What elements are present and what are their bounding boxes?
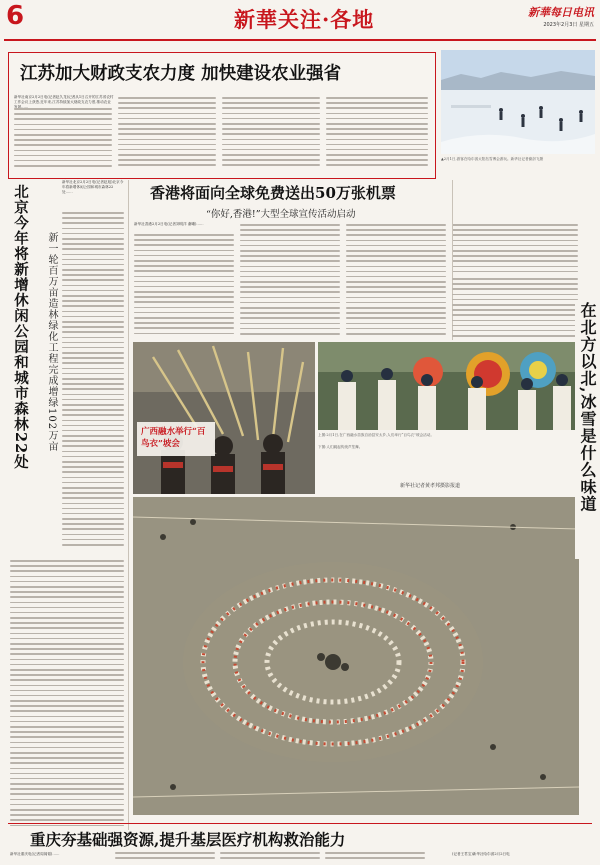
right-photo-caption: ▲2月1日,游客在哈尔滨太阳岛雪博会游玩。新华社记者谢剑飞摄 — [441, 157, 543, 161]
lead-body-text — [326, 97, 428, 172]
harbin-snow-photo — [441, 50, 595, 154]
photo-caption-line: 下图:人们跳起传统芦笙舞。 — [318, 445, 363, 449]
chongqing-body-text — [325, 852, 425, 864]
bottom-rule — [8, 823, 592, 824]
hk-subhead: “你好,香港!”大型全球宣传活动启动 — [206, 209, 356, 220]
issue-date: 2023年2月3日 星期五 — [543, 22, 594, 28]
hk-dateline: 新华社香港2月2日电(记者刘明洋 谢曦)…… — [134, 222, 204, 226]
dancers-photo — [318, 342, 578, 430]
beijing-body-text — [62, 212, 124, 552]
hk-headline: 香港将面向全球免费送出50万张机票 — [150, 184, 396, 202]
newspaper-masthead: 新華每日电讯 — [528, 6, 594, 19]
chongqing-dateline: 新华社重庆电(记者周闻韬)…… — [10, 852, 60, 856]
lusheng-players-photo — [133, 342, 315, 494]
beijing-intro: 新华社北京2月2日电(记者赵旭)北京今年将新增休闲公园和城市森林22处…… — [62, 180, 124, 195]
hk-body-text — [240, 224, 340, 339]
lead-body-text — [14, 108, 112, 172]
aerial-circle-dance-photo — [133, 497, 579, 815]
header-rule — [4, 39, 596, 41]
beijing-body-text — [10, 560, 124, 830]
photo-caption-title: 广西融水举行“百鸟衣”坡会 — [141, 427, 206, 449]
harbin-body-text — [452, 278, 578, 338]
chongqing-body-text — [115, 852, 215, 864]
lead-body-text — [118, 97, 216, 172]
hk-body-text — [452, 224, 578, 274]
beijing-headline: 北京今年将新增休闲公园和城市森林22处 — [12, 184, 29, 470]
hk-body-text — [134, 234, 234, 339]
harbin-credit: (记者王君宝)新华社哈尔滨2月2日电 — [452, 852, 510, 856]
lead-headline: 江苏加大财政支农力度 加快建设农业强省 — [20, 64, 342, 84]
lead-body-text — [222, 97, 320, 172]
column-divider — [128, 180, 129, 830]
section-title: 新華关注·各地 — [234, 7, 375, 32]
photo-caption-line: 上图:2月1日,在广西融水苗族自治县安太乡,人们举行“百鸟衣”坡会活动。 — [318, 433, 434, 437]
page-number: 6 — [6, 1, 25, 31]
beijing-subhead: 新一轮百万亩造林绿化工程完成增绿102万亩 — [46, 232, 57, 453]
lead-intro: 新华社南京2月2日电(记者赵久龙)记者从1日召开的江苏省农村工作会议上获悉,近年来,江苏持续加大财政支农力度,推动农业 — [14, 95, 114, 105]
hk-body-text — [346, 224, 446, 339]
chongqing-headline: 重庆夯基础强资源,提升基层医疗机构救治能力 — [30, 830, 346, 849]
chongqing-body-text — [220, 852, 320, 864]
photo-credit: 新华社记者黄孝邦摄影报道 — [400, 483, 461, 489]
harbin-headline: 在北方以北,冰雪是什么味道 — [575, 300, 600, 559]
